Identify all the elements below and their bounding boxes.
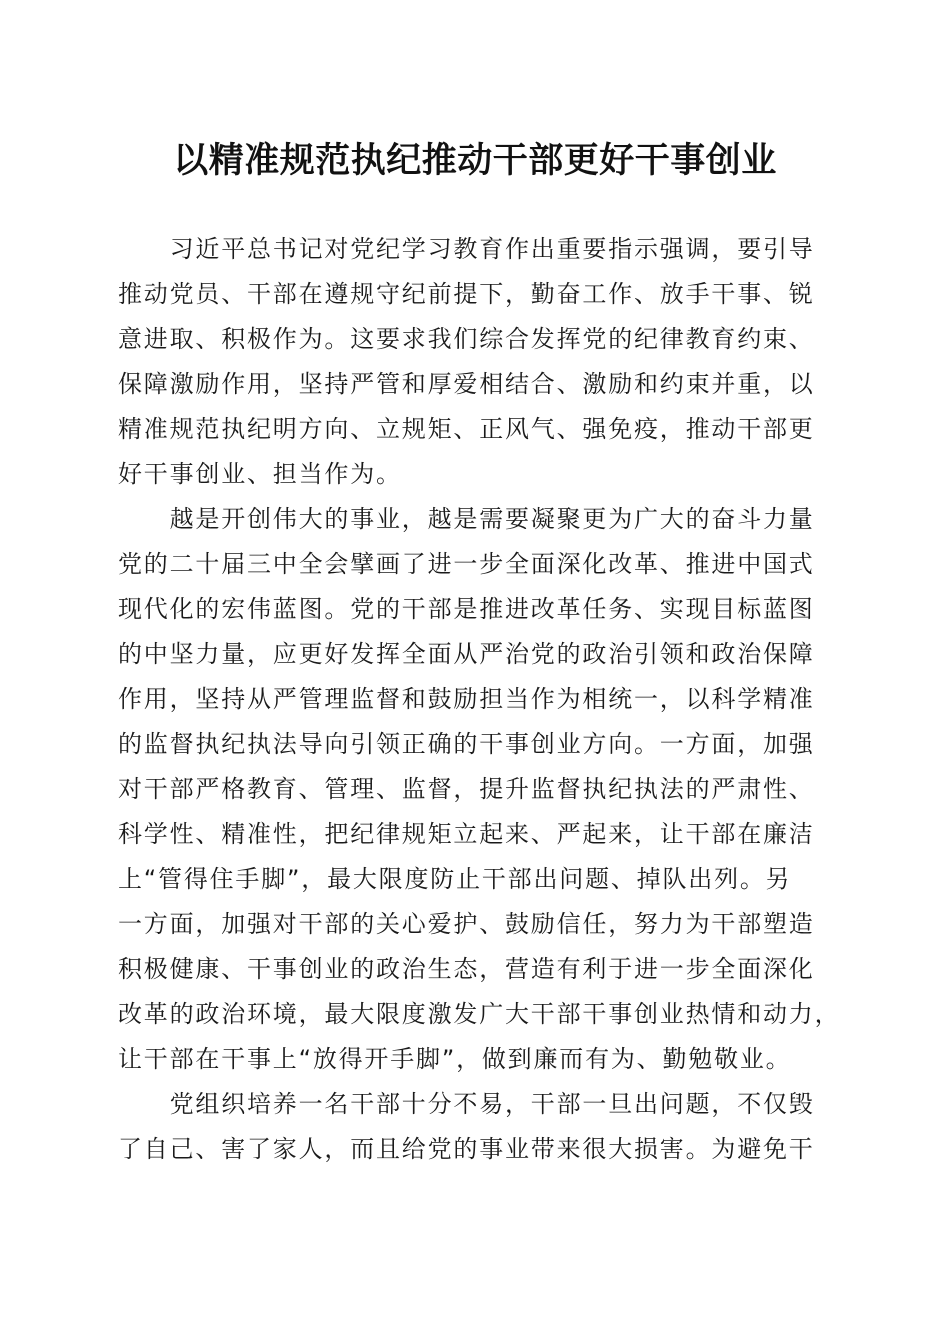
document-title: 以精准规范执纪推动干部更好干事创业: [173, 140, 777, 181]
text-line: 上“管得住手脚”，最大限度防止干部出问题、掉队出列。另: [118, 865, 792, 893]
text-line: 了自己、害了家人，而且给党的事业带来很大损害。为避免干: [118, 1135, 815, 1163]
text-line: 党的二十届三中全会擘画了进一步全面深化改革、推进中国式: [118, 550, 815, 578]
text-line: 精准规范执纪明方向、立规矩、正风气、强免疫，推动干部更: [118, 415, 815, 443]
text-line: 好干事创业、担当作为。: [118, 460, 402, 488]
text-line: 作用，坚持从严管理监督和鼓励担当作为相统一，以科学精准: [118, 685, 815, 713]
text-line: 一方面，加强对干部的关心爱护、鼓励信任，努力为干部塑造: [118, 910, 815, 938]
paragraph: [118, 1082, 828, 1172]
text-line: 积极健康、干事创业的政治生态，营造有利于进一步全面深化: [118, 955, 815, 983]
text-line: 科学性、精准性，把纪律规矩立起来、严起来，让干部在廉洁: [118, 820, 815, 848]
text-line: 的中坚力量，应更好发挥全面从严治党的政治引领和政治保障: [118, 640, 815, 668]
text-line: 的监督执纪执法导向引领正确的干事创业方向。一方面，加强: [118, 730, 815, 758]
text-line: 习近平总书记对党纪学习教育作出重要指示强调，要引导: [118, 235, 815, 263]
text-line: 党组织培养一名干部十分不易，干部一旦出问题，不仅毁: [118, 1090, 815, 1118]
text-line: 对干部严格教育、管理、监督，提升监督执纪执法的严肃性、: [118, 775, 815, 803]
text-line: 越是开创伟大的事业，越是需要凝聚更为广大的奋斗力量: [118, 505, 815, 533]
paragraph: [118, 227, 828, 497]
text-line: 推动党员、干部在遵规守纪前提下，勤奋工作、放手干事、锐: [118, 280, 815, 308]
text-line: 让干部在干事上“放得开手脚”，做到廉而有为、勤勉敬业。: [118, 1045, 792, 1073]
text-line: 保障激励作用，坚持严管和厚爱相结合、激励和约束并重，以: [118, 370, 815, 398]
text-line: 意进取、积极作为。这要求我们综合发挥党的纪律教育约束、: [118, 325, 815, 353]
document-body: [118, 227, 841, 1172]
text-line: 改革的政治环境，最大限度激发广大干部干事创业热情和动力，: [118, 1000, 841, 1028]
text-line: 现代化的宏伟蓝图。党的干部是推进改革任务、实现目标蓝图: [118, 595, 815, 623]
paragraph: [118, 497, 841, 1082]
